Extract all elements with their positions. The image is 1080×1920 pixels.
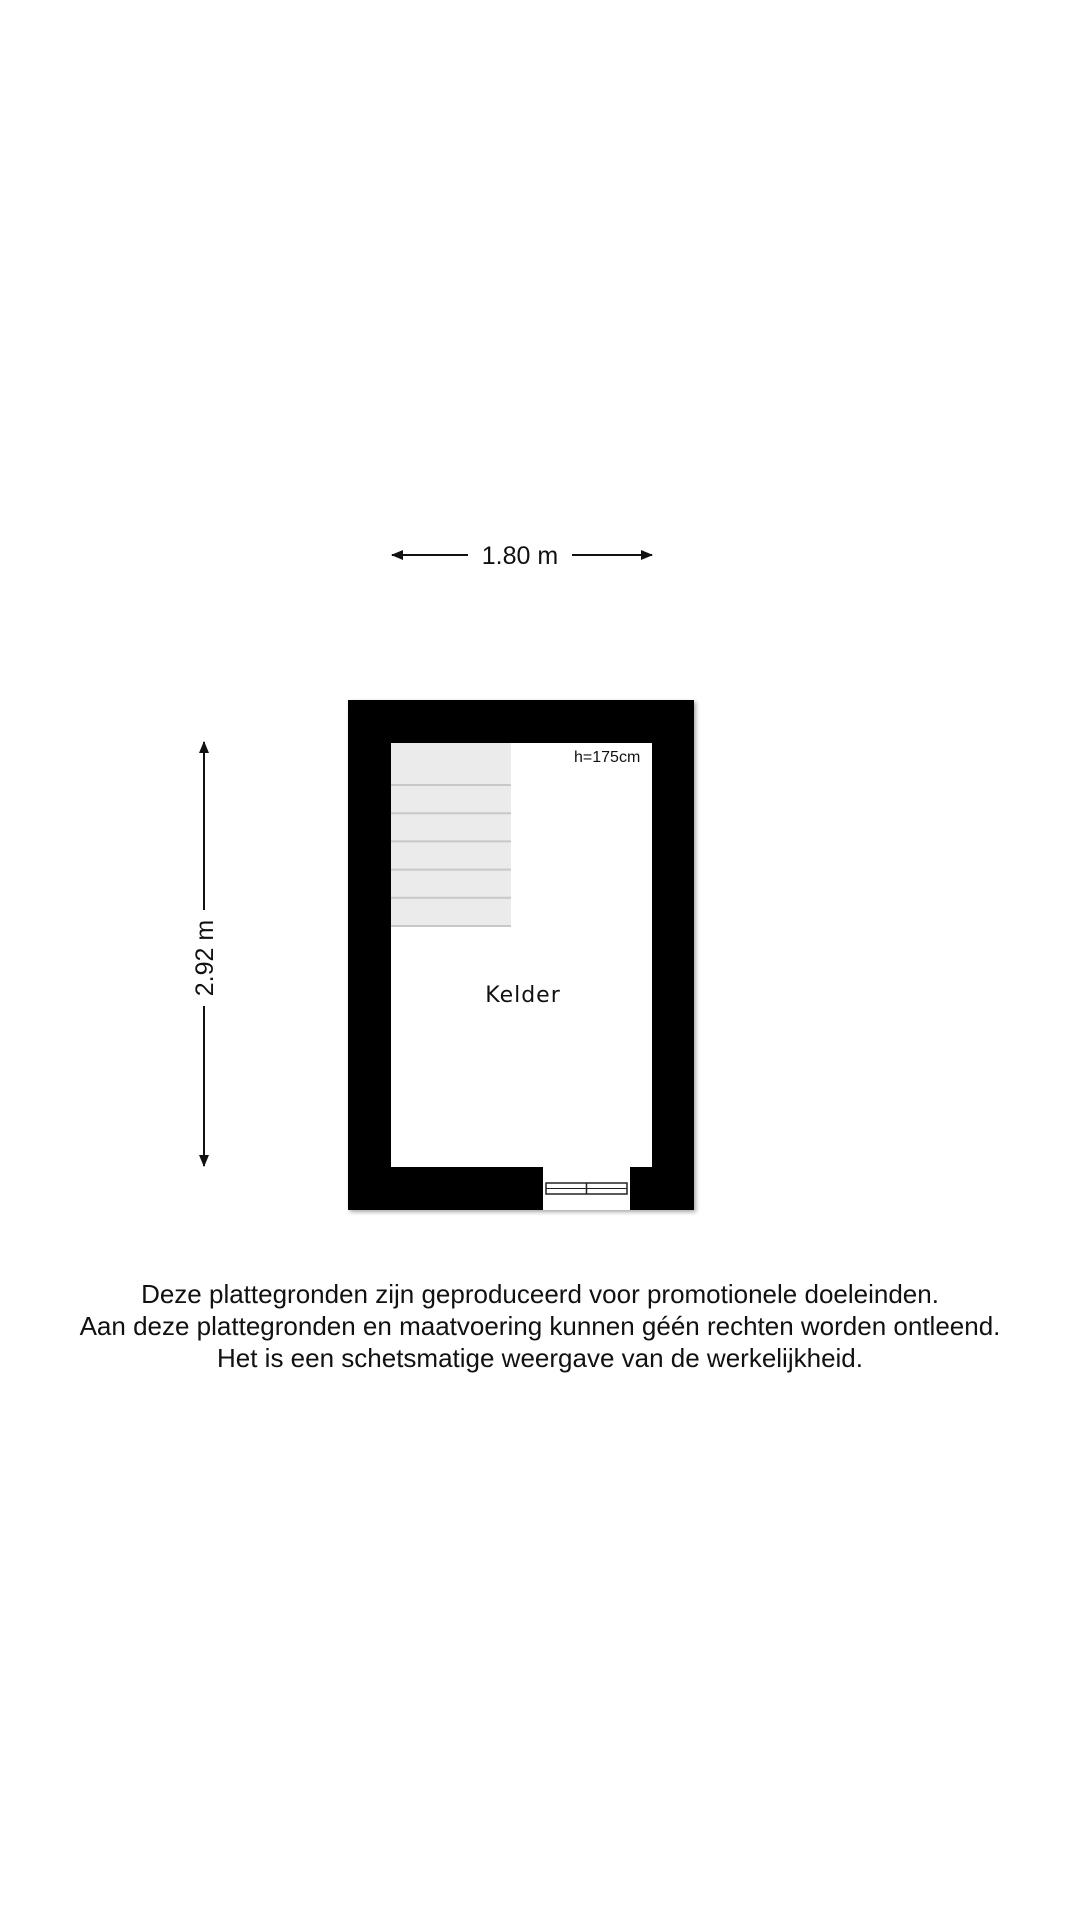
width-dimension bbox=[392, 542, 652, 570]
disclaimer bbox=[0, 1278, 1080, 1374]
width-dimension-label: 1.80 m bbox=[481, 542, 559, 570]
room-label-kelder: Kelder bbox=[485, 983, 561, 1008]
ceiling-height-label: h=175cm bbox=[574, 749, 641, 766]
disclaimer-line-3: Het is een schetsmatige weergave van de werkelijkheid. bbox=[216, 1343, 863, 1373]
staircase bbox=[391, 743, 511, 926]
disclaimer-line-2: Aan deze plattegronden en maatvoering kunnen géén rechten worden ontleend. bbox=[79, 1311, 1001, 1341]
window bbox=[543, 1167, 630, 1210]
depth-dimension-label: 2.92 m bbox=[191, 919, 219, 997]
disclaimer-line-1: Deze plattegronden zijn geproduceerd voor promotionele doeleinden. bbox=[141, 1279, 939, 1309]
depth-dimension bbox=[191, 742, 219, 1166]
